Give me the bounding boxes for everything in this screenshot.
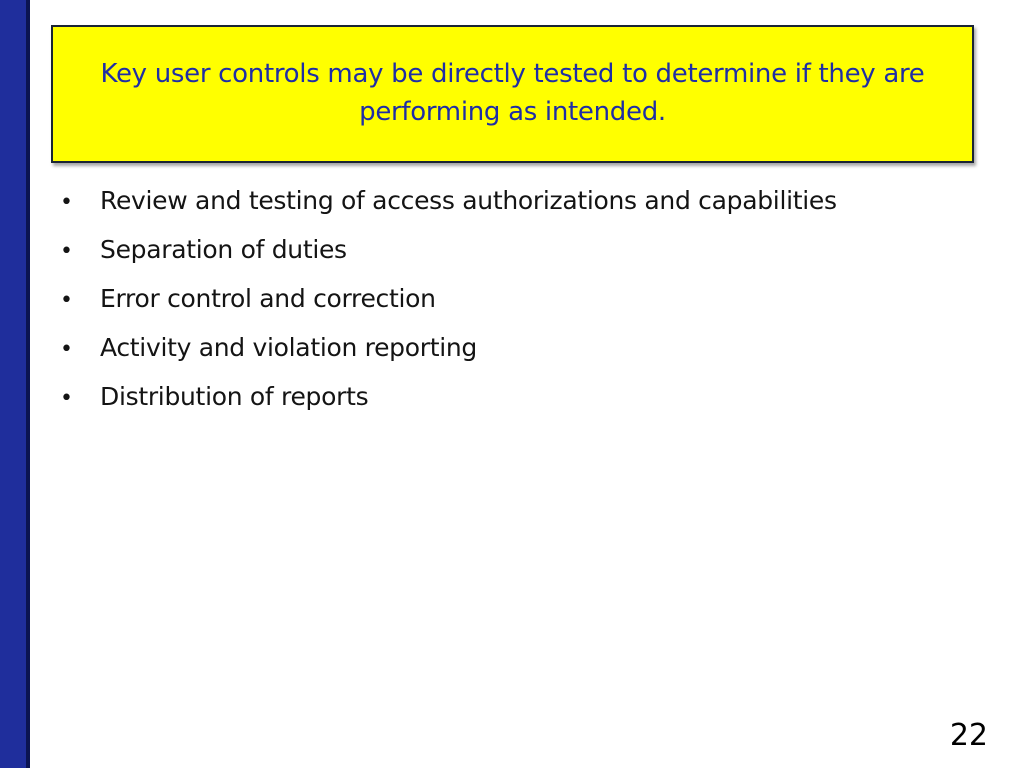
list-item (60, 186, 990, 235)
bullet-text: Separation of duties (100, 235, 347, 264)
left-accent-bar (0, 0, 30, 768)
list-item (60, 235, 990, 284)
list-item (60, 333, 990, 382)
slide-title: Key user controls may be directly tested to determine if they are performing as intended. (100, 59, 925, 127)
list-item (60, 284, 990, 333)
page-number: 22 (949, 718, 988, 753)
bullet-icon: • (60, 386, 73, 411)
list-item (60, 382, 990, 431)
title-box (51, 25, 974, 163)
bullet-text: Distribution of reports (100, 382, 369, 411)
bullet-text: Error control and correction (100, 284, 436, 313)
bullet-icon: • (60, 239, 73, 264)
bullet-icon: • (60, 337, 73, 362)
bullet-text: Review and testing of access authorizations and capabilities (100, 186, 837, 215)
bullet-icon: • (60, 190, 73, 215)
bullet-text: Activity and violation reporting (100, 333, 477, 362)
bullet-icon: • (60, 288, 73, 313)
bullet-list (60, 186, 990, 431)
